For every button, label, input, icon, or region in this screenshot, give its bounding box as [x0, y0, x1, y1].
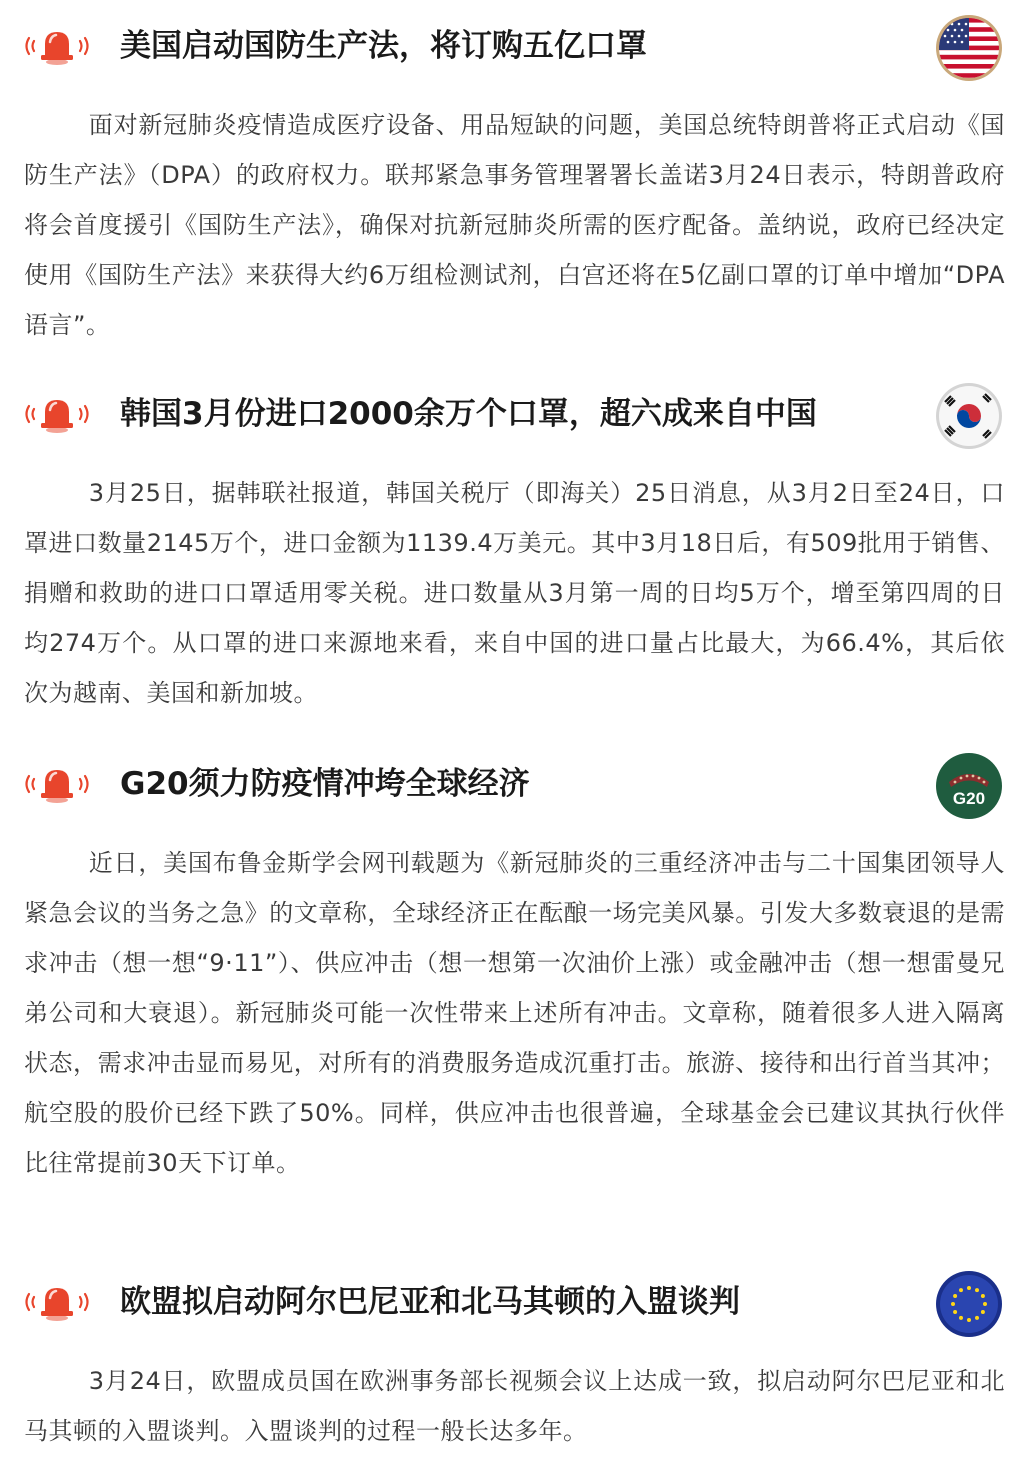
alarm-bell-icon — [20, 762, 94, 806]
article-korea-masks — [0, 374, 1033, 718]
article-title: G20须力防疫情冲垮全球经济 — [120, 766, 530, 802]
alarm-bell-icon — [20, 24, 94, 68]
eu-flag-icon — [935, 1270, 1003, 1338]
alarm-bell-icon — [20, 1280, 94, 1324]
alarm-bell-icon — [20, 392, 94, 436]
article-body: 面对新冠肺炎疫情造成医疗设备、用品短缺的问题，美国总统特朗普将正式启动《国防生产法》（DPA）的政府权力。联邦紧急事务管理署署长盖诺3月24日表示，特朗普政府将会首度援引《国防生产法》，确保对抗新冠肺炎所需的医疗配备。盖纳说，政府已经决定使用《国防生产法》来获得大约6万组检测试剂，白宫还将在5亿副口罩的订单中增加“DPA语言”。 — [24, 111, 1005, 339]
article-headline — [0, 374, 1033, 454]
article-body: 3月24日，欧盟成员国在欧洲事务部长视频会议上达成一致，拟启动阿尔巴尼亚和北马其顿的入盟谈判。入盟谈判的过程一般长达多年。 — [24, 1367, 1005, 1445]
article-title: 欧盟拟启动阿尔巴尼亚和北马其顿的入盟谈判 — [120, 1284, 740, 1320]
article-title: 韩国3月份进口2000余万个口罩，超六成来自中国 — [120, 396, 817, 432]
article-headline — [0, 1262, 1033, 1342]
korea-flag-icon — [935, 382, 1003, 450]
article-g20 — [0, 744, 1033, 1188]
g20-logo-icon — [935, 752, 1003, 820]
article-body: 3月25日，据韩联社报道，韩国关税厅（即海关）25日消息，从3月2日至24日，口罩进口数量2145万个，进口金额为1139.4万美元。其中3月18日后，有509批用于销售、捐赠和救助的进口口罩适用零关税。进口数量从3月第一周的日均5万个，增至第四周的日均274万个。从口罩的进口来源地来看，来自中国的进口量占比最大，为66.4%，其后依次为越南、美国和新加坡。 — [24, 479, 1005, 707]
article-eu — [0, 1262, 1033, 1456]
article-headline — [0, 744, 1033, 824]
article-us-dpa — [0, 6, 1033, 350]
article-headline — [0, 6, 1033, 86]
g20-logo-text: G20 — [952, 789, 986, 808]
us-flag-icon — [935, 14, 1003, 82]
article-body: 近日，美国布鲁金斯学会网刊载题为《新冠肺炎的三重经济冲击与二十国集团领导人紧急会议的当务之急》的文章称，全球经济正在酝酿一场完美风暴。引发大多数衰退的是需求冲击（想一想“9·11”）、供应冲击（想一想第一次油价上涨）或金融冲击（想一想雷曼兄弟公司和大衰退）。新冠肺炎可能一次性带来上述所有冲击。文章称，随着很多人进入隔离状态，需求冲击显而易见，对所有的消费服务造成沉重打击。旅游、接待和出行首当其冲；航空股的股价已经下跌了50%。同样，供应冲击也很普遍，全球基金会已建议其执行伙伴比往常提前30天下订单。 — [24, 849, 1005, 1177]
article-title: 美国启动国防生产法，将订购五亿口罩 — [120, 28, 647, 64]
